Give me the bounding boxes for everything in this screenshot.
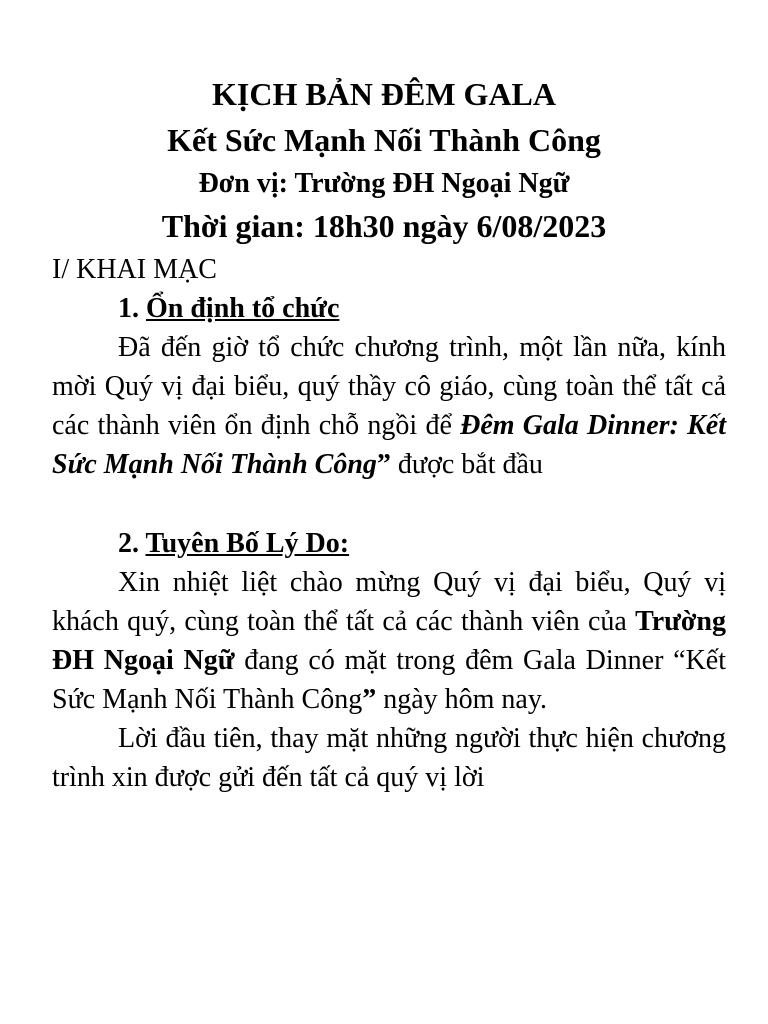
event-time: Thời gian: 18h30 ngày 6/08/2023: [161, 208, 607, 244]
closing-quote: ”: [376, 449, 391, 480]
paragraph-thanks: Lời đầu tiên, thay mặt những người thực hiện chương trình xin được gửi đến tất cả quý vị lời: [52, 723, 726, 793]
paragraph-text: ngày hôm nay.: [376, 684, 548, 715]
event-name-emphasis: Đêm Gala Dinner: Kết Sức Mạnh Nối Thành Công: [52, 410, 726, 480]
item-heading-organization: [52, 289, 726, 328]
school-name-bold: Trường ĐH Ngoại Ngữ: [52, 606, 726, 676]
document-subtitle: Kết Sức Mạnh Nối Thành Công: [167, 122, 601, 158]
paragraph-text: được bắt đầu: [390, 449, 543, 480]
item-heading-reason: [52, 524, 726, 563]
paragraph-text: Đã đến giờ tổ chức chương trình, một lần nữa, kính mời Quý vị đại biểu, quý thầy cô giáo, cùng toàn thể tất cả các thành viên ổn định chỗ ngồi để: [52, 332, 726, 441]
section-heading-opening: I/ KHAI MẠC: [52, 254, 217, 285]
closing-quote: ”: [362, 684, 377, 715]
paragraph-text: Xin nhiệt liệt chào mừng Quý vị đại biểu, Quý vị khách quý, cùng toàn thể tất cả các thành viên của: [52, 567, 726, 637]
item-number: 1.: [118, 293, 146, 324]
item-title: Tuyên Bố Lý Do:: [145, 528, 350, 559]
paragraph-organization: [52, 328, 726, 484]
item-number: 2.: [118, 528, 146, 559]
document-title: KỊCH BẢN ĐÊM GALA: [211, 76, 556, 112]
paragraph-welcome: [52, 563, 726, 719]
item-title: Ổn định tổ chức: [146, 293, 340, 324]
document-body: [52, 250, 726, 797]
blank-line: [52, 484, 726, 524]
organizer-unit: Đơn vị: Trường ĐH Ngoại Ngữ: [198, 168, 570, 199]
paragraph-text: đang có mặt trong đêm Gala Dinner “Kết Sức Mạnh Nối Thành Công: [52, 645, 726, 715]
